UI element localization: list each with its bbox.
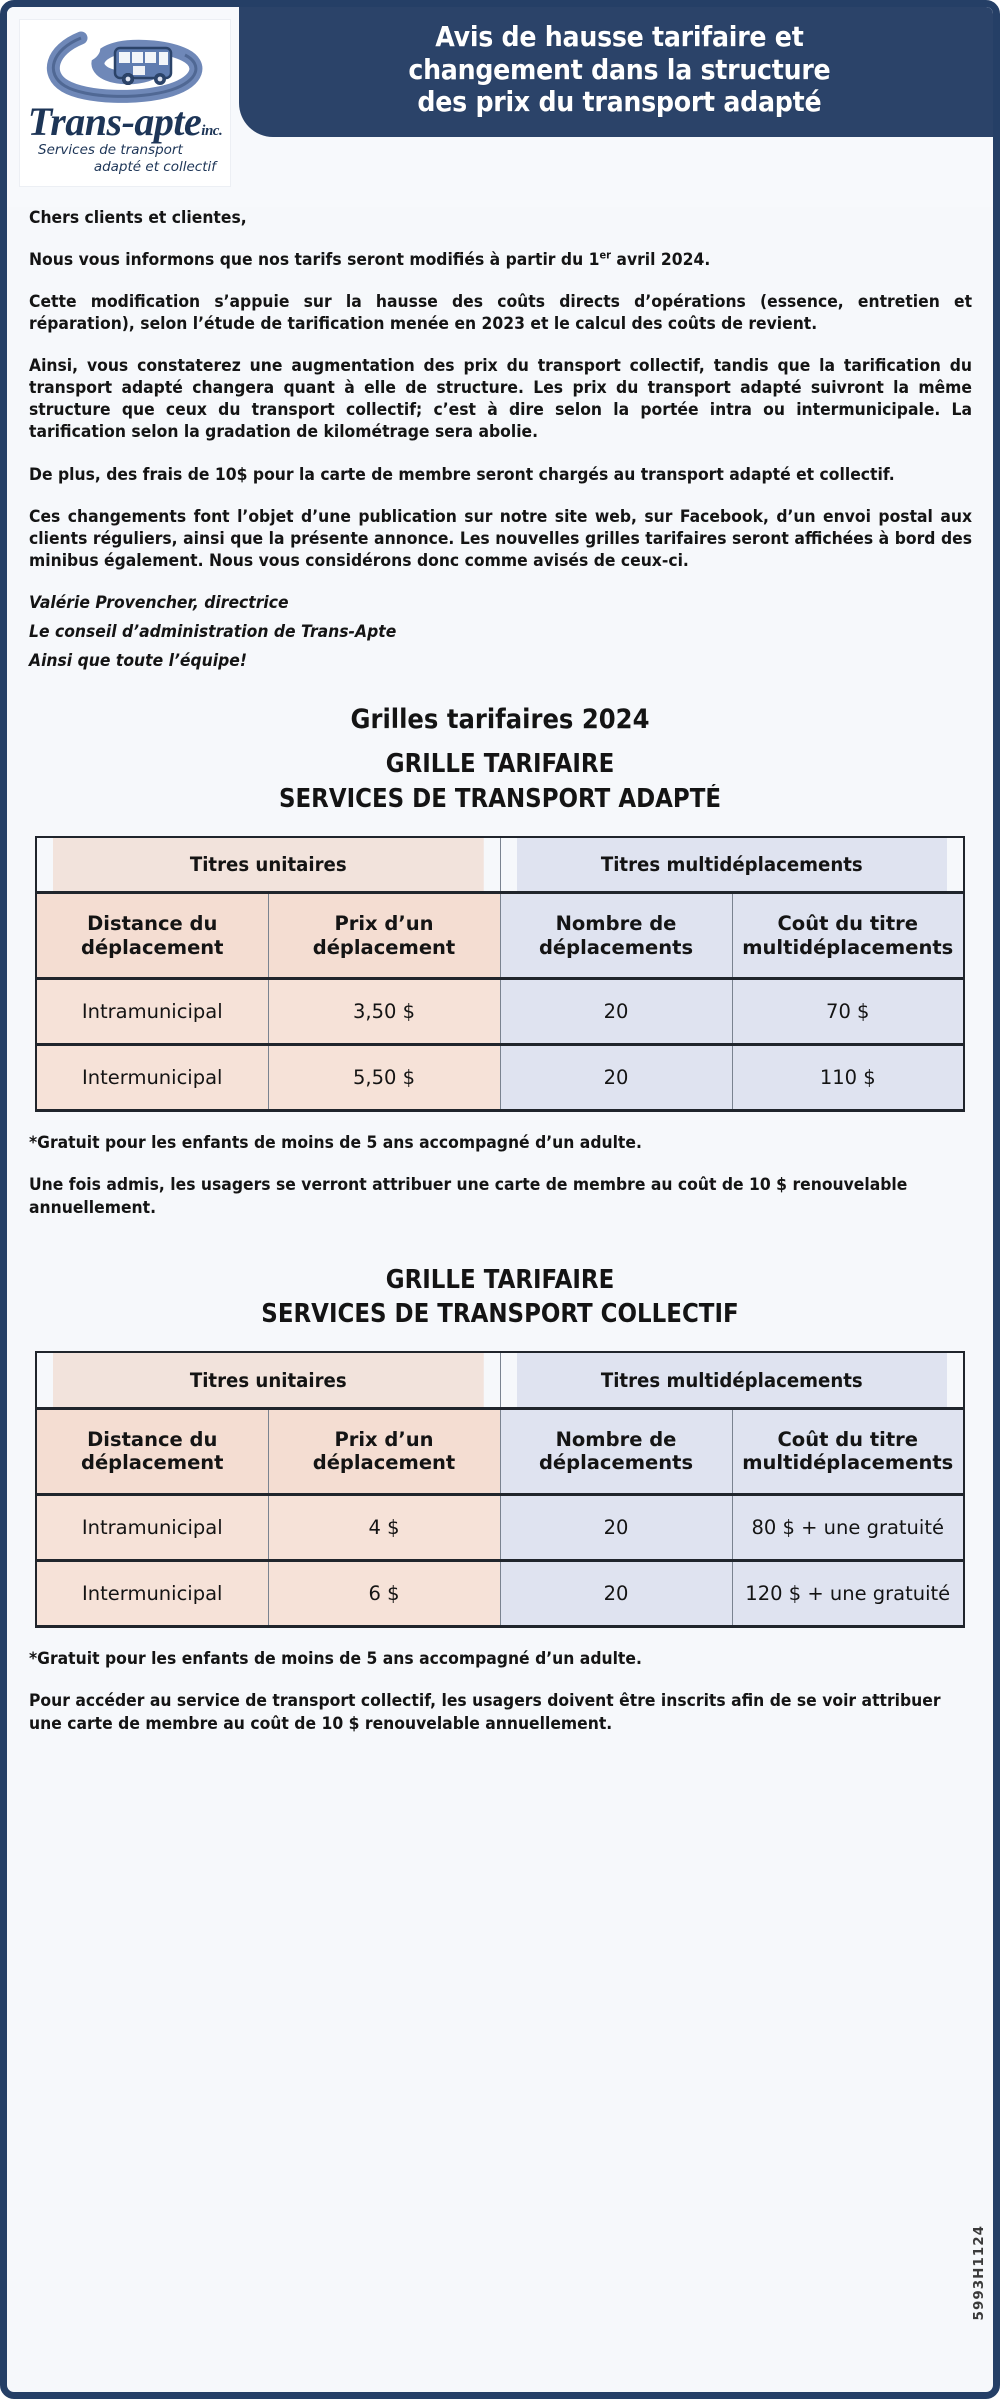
salutation: Chers clients et clientes,	[29, 208, 247, 227]
adapte-heading-line-2: SERVICES DE TRANSPORT ADAPTÉ	[278, 783, 722, 814]
table-row	[36, 1560, 964, 1626]
adapte-note-free-children: *Gratuit pour les enfants de moins de 5 ans accompagné d’un adulte.	[29, 1133, 642, 1153]
column-header-price: Prix d’un déplacement	[268, 1408, 500, 1494]
group-header-multi: Titres multidéplacements	[516, 1352, 948, 1408]
cell-multi-cost: 80 $ + une gratuité	[732, 1494, 964, 1560]
paragraph-effective-date-post: avril 2024.	[610, 250, 711, 270]
collectif-notes	[7, 1648, 993, 1735]
signature-board: Le conseil d’administration de Trans-Apte	[29, 621, 397, 641]
rate-table-collectif	[35, 1351, 965, 1628]
group-header-unitaires: Titres unitaires	[52, 837, 484, 893]
ordinal-suffix: er	[599, 249, 611, 262]
table-row	[36, 1045, 964, 1111]
collectif-note-membership: Pour accéder au service de transport collectif, les usagers doivent être inscrits afin de se voir attribuer une carte de membre au coût de 10 $ renouvelable annuellement.	[29, 1691, 941, 1733]
cell-distance: Intramunicipal	[36, 1494, 268, 1560]
cell-count: 20	[500, 1494, 732, 1560]
page-title-line-3: des prix du transport adapté	[417, 86, 821, 119]
collectif-heading-line-1: GRILLE TARIFAIRE	[385, 1265, 615, 1296]
paragraph-membership-fee: De plus, des frais de 10$ pour la carte de membre seront chargés au transport adapté et collectif.	[29, 464, 895, 484]
rate-table-adapte	[35, 836, 965, 1113]
table-group-header-row	[36, 1352, 964, 1408]
cell-distance: Intermunicipal	[36, 1560, 268, 1626]
column-header-multi-cost: Coût du titre multidéplacements	[732, 893, 964, 979]
table-column-header-row	[36, 1408, 964, 1494]
logo-tagline-line-1: Services de transport	[38, 142, 183, 158]
logo-wordmark	[27, 99, 223, 144]
cell-distance: Intermunicipal	[36, 1045, 268, 1111]
cell-count: 20	[500, 1560, 732, 1626]
table-row	[36, 1494, 964, 1560]
page-title-line-2: changement dans la structure	[407, 53, 831, 86]
table-group-header-row	[36, 837, 964, 893]
cell-price: 5,50 $	[268, 1045, 500, 1111]
column-header-price: Prix d’un déplacement	[268, 893, 500, 979]
table-row	[36, 979, 964, 1045]
paragraph-publication: Ces changements font l’objet d’une publication sur notre site web, sur Facebook, d’un envoi postal aux clients réguliers, ainsi que la présente annonce. Les nouvelles grilles tarifaires seront affichées à bord des minibus également. Nous vous considérons donc comme avisés de ceux-ci.	[29, 506, 973, 570]
cell-distance: Intramunicipal	[36, 979, 268, 1045]
publication-reference-code: 5993H1124	[971, 2225, 987, 2321]
column-header-multi-cost: Coût du titre multidéplacements	[732, 1408, 964, 1494]
paragraph-effective-date	[29, 249, 972, 271]
paragraph-structure-change: Ainsi, vous constaterez une augmentation des prix du transport collectif, tandis que la tarification du transport adapté changera quant à elle de structure. Les prix du transport adapté suivront la même structure que ceux du transport collectif; c’est à dire selon la portée intra ou intermunicipale. La tarification selon la gradation de kilométrage sera abolie.	[29, 356, 973, 442]
letter-body	[7, 207, 993, 814]
bus-on-road-icon	[43, 28, 208, 106]
collectif-heading-line-2: SERVICES DE TRANSPORT COLLECTIF	[261, 1299, 739, 1330]
page-title-line-1: Avis de hausse tarifaire et	[434, 21, 804, 54]
rates-section-title: Grilles tarifaires 2024	[350, 704, 650, 736]
cell-price: 3,50 $	[268, 979, 500, 1045]
column-header-distance: Distance du déplacement	[36, 1408, 268, 1494]
logo-wordmark-text: Trans-apte	[27, 99, 202, 144]
column-header-count: Nombre de déplacements	[500, 1408, 732, 1494]
cell-multi-cost: 110 $	[732, 1045, 964, 1111]
company-logo	[19, 19, 231, 187]
adapte-notes	[7, 1132, 993, 1329]
signature-director: Valérie Provencher, directrice	[29, 592, 289, 612]
adapte-heading-line-1: GRILLE TARIFAIRE	[385, 749, 615, 780]
collectif-note-free-children: *Gratuit pour les enfants de moins de 5 ans accompagné d’un adulte.	[29, 1648, 642, 1668]
paragraph-cost-basis: Cette modification s’appuie sur la hausse des coûts directs d’opérations (essence, entretien et réparation), selon l’étude de tarification menée en 2023 et le calcul des coûts de revient.	[29, 292, 973, 334]
signature-team: Ainsi que toute l’équipe!	[29, 650, 247, 670]
logo-inc-suffix: inc.	[201, 123, 223, 139]
signature-block	[29, 592, 971, 673]
cell-count: 20	[500, 1045, 732, 1111]
paragraph-effective-date-pre: Nous vous informons que nos tarifs seront modifiés à partir du 1	[29, 250, 600, 270]
header-title-band	[239, 0, 1000, 137]
adapte-note-membership: Une fois admis, les usagers se verront attribuer une carte de membre au coût de 10 $ renouvelable annuellement.	[29, 1175, 908, 1217]
cell-count: 20	[500, 979, 732, 1045]
page-header	[7, 7, 993, 207]
logo-tagline-line-2: adapté et collectif	[93, 158, 216, 175]
table-column-header-row	[36, 893, 964, 979]
column-header-count: Nombre de déplacements	[500, 893, 732, 979]
group-header-unitaires: Titres unitaires	[52, 1352, 484, 1408]
group-header-multi: Titres multidéplacements	[516, 837, 948, 893]
page-title	[408, 21, 830, 118]
column-header-distance: Distance du déplacement	[36, 893, 268, 979]
cell-price: 4 $	[268, 1494, 500, 1560]
cell-multi-cost: 70 $	[732, 979, 964, 1045]
cell-multi-cost: 120 $ + une gratuité	[732, 1560, 964, 1626]
cell-price: 6 $	[268, 1560, 500, 1626]
